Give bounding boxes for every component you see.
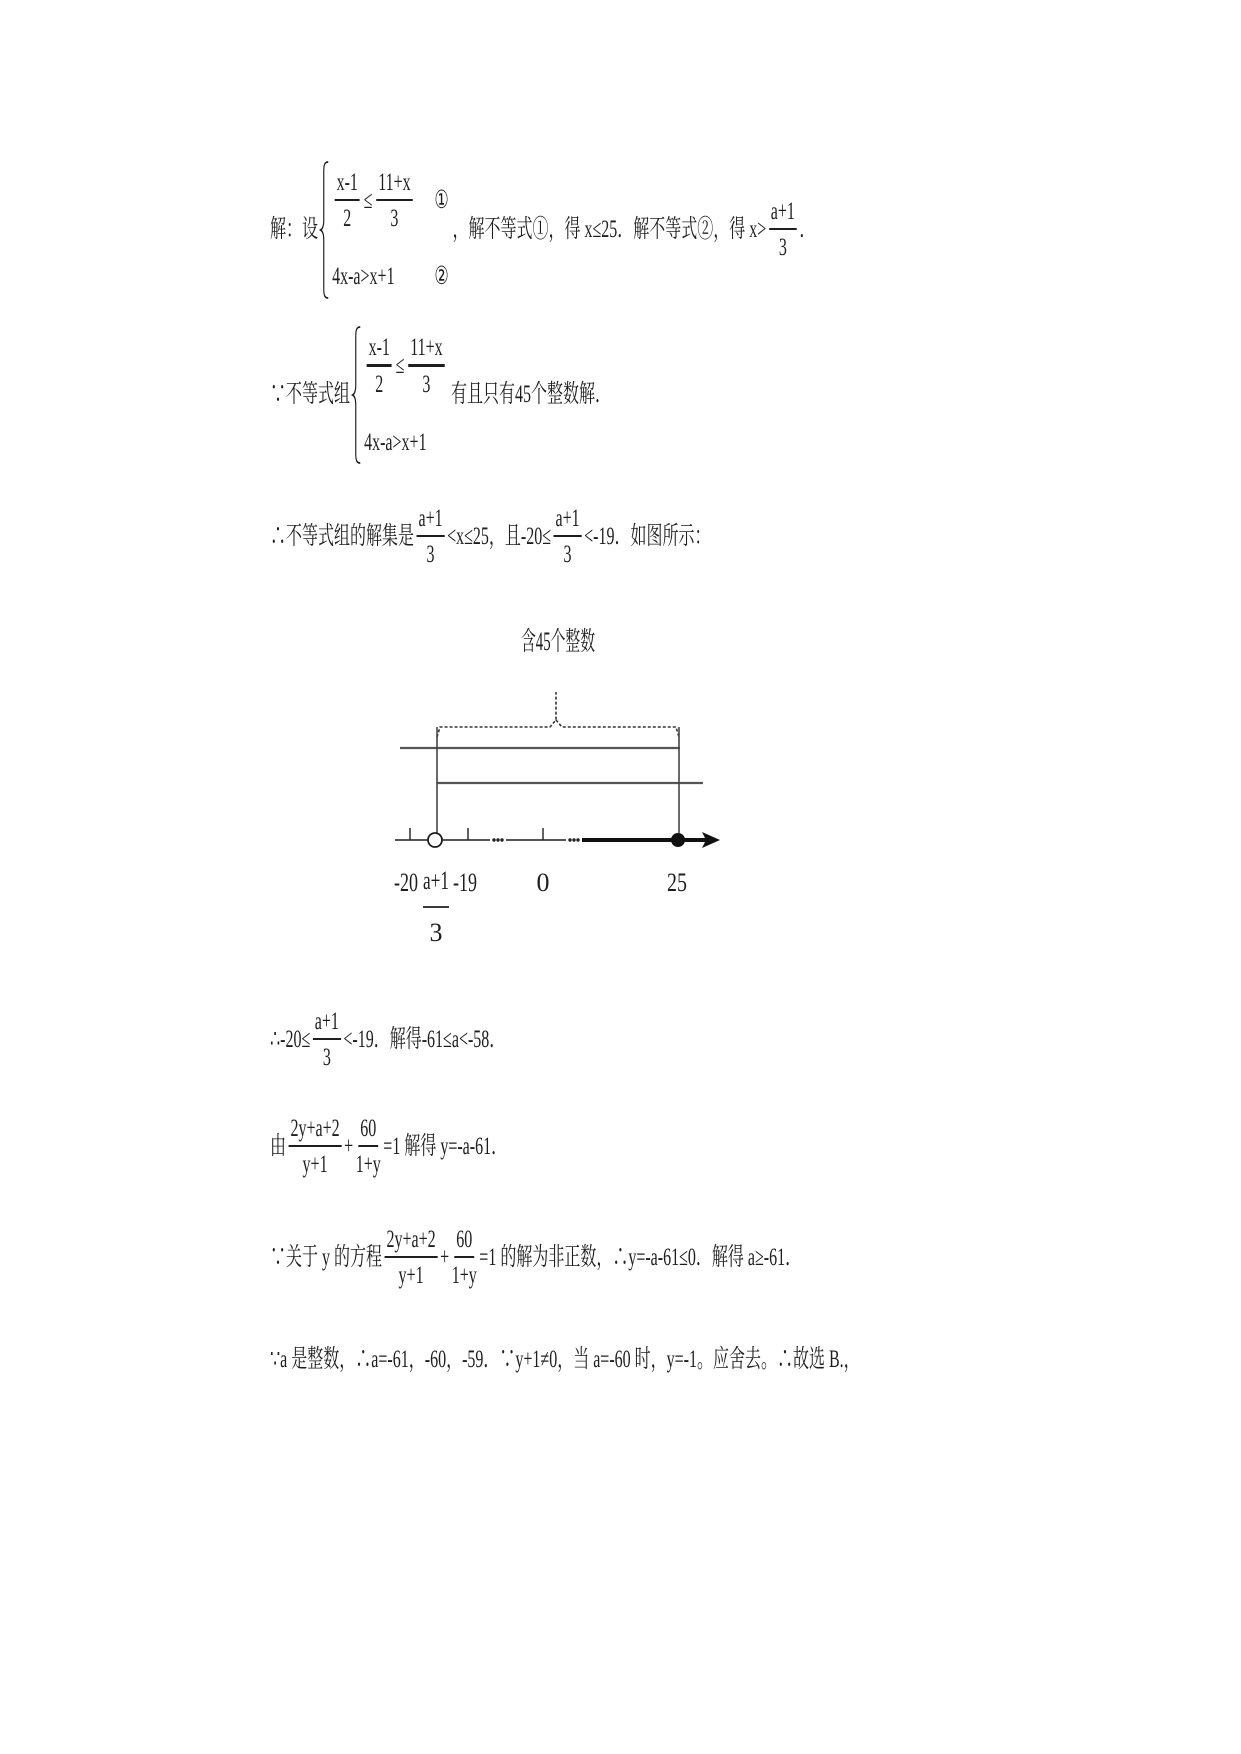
fraction-numerator: a+1	[769, 197, 797, 230]
fraction-denominator: 3	[778, 234, 787, 261]
fraction	[356, 1114, 381, 1180]
solution-line-7	[270, 1345, 860, 1375]
fraction-numerator: 11+x	[376, 168, 412, 201]
solution-line-2	[270, 325, 611, 465]
solution-line-3	[270, 504, 710, 570]
label-fraction-numerator: a+1	[423, 866, 449, 895]
ellipsis-dot	[572, 838, 575, 841]
line5-end: =1 解得 y=-a-61．	[383, 1133, 508, 1160]
fraction-numerator: x-1	[367, 333, 392, 367]
label-minus-19: -19	[453, 868, 477, 897]
ellipsis-dot	[492, 838, 495, 841]
fraction	[769, 197, 797, 263]
system-row-2: 4x-a>x+1	[364, 428, 427, 456]
line5-lead: 由	[270, 1133, 287, 1160]
fraction-denominator: 3	[390, 205, 399, 232]
inequality-system	[319, 160, 448, 300]
inequality-system	[351, 325, 447, 465]
ellipsis-dot	[496, 838, 499, 841]
label-fraction-denominator: 3	[429, 918, 443, 947]
fraction-numerator: a+1	[417, 504, 445, 537]
fraction-numerator: a+1	[313, 1007, 341, 1040]
fraction	[335, 168, 360, 234]
system-rows	[362, 325, 448, 465]
fraction-denominator: 3	[322, 1044, 331, 1071]
fraction-numerator: 2y+a+2	[385, 1225, 438, 1258]
label-minus-20: -20	[394, 868, 418, 897]
closed-endpoint	[671, 833, 685, 847]
system-rows	[330, 160, 449, 300]
fraction-denominator: 1+y	[451, 1262, 477, 1289]
inequality-tag-2: ②	[434, 263, 449, 290]
plus-sign: +	[440, 1244, 450, 1271]
system-row-1	[332, 168, 415, 234]
system-row-2: 4x-a>x+1	[332, 263, 395, 290]
solution-line-1	[270, 160, 815, 300]
solution-line-4	[270, 1007, 505, 1073]
line3-mid: <x≤25，且-20≤	[447, 523, 552, 550]
fraction-denominator: y+1	[302, 1151, 328, 1178]
relation-sign: ≤	[363, 187, 373, 214]
fraction	[417, 504, 445, 570]
fraction-numerator: 11+x	[408, 333, 444, 367]
line1-text: ，解不等式①，得 x≤25．解不等式②，得 x>	[452, 216, 767, 243]
line6-lead: ∵关于 y 的方程	[270, 1244, 383, 1271]
fraction-numerator: a+1	[554, 504, 582, 537]
line4-lead: ∴-20≤	[270, 1026, 311, 1053]
fraction-denominator: 3	[422, 370, 431, 398]
fraction-denominator: 3	[563, 541, 572, 568]
ellipsis-dot	[500, 838, 503, 841]
fraction-denominator: 1+y	[355, 1151, 381, 1178]
fraction	[289, 1114, 342, 1180]
line2-lead: ∵不等式组	[270, 381, 351, 408]
fraction-numerator: x-1	[335, 168, 360, 201]
relation-sign: ≤	[395, 352, 405, 379]
line3-lead: ∴不等式组的解集是	[270, 523, 415, 550]
inequality-tag-1: ①	[434, 187, 449, 214]
figure-caption: 含45个整数	[521, 627, 595, 656]
fraction	[452, 1225, 477, 1291]
fraction-denominator: y+1	[398, 1262, 424, 1289]
line7-text: ∵a 是整数，∴a=-61，-60，-59．∵y+1≠0，当 a=-60 时，y=-1。应舍去。∴故选 B.，	[270, 1346, 860, 1373]
ellipsis-dot	[576, 838, 579, 841]
fraction-denominator: 2	[375, 370, 384, 398]
left-brace	[351, 325, 361, 465]
fraction	[367, 333, 392, 400]
fraction-denominator: 3	[426, 541, 435, 568]
line1-lead: 解：设	[270, 216, 319, 243]
fraction-numerator: 60	[358, 1114, 378, 1147]
line6-end: =1 的解为非正数，∴y=-a-61≤0．解得 a≥-61．	[479, 1244, 802, 1271]
fraction-numerator: 2y+a+2	[289, 1114, 342, 1147]
fraction	[385, 1225, 438, 1291]
plus-sign: +	[344, 1133, 354, 1160]
ellipsis-dot	[568, 838, 571, 841]
fraction-numerator: 60	[454, 1225, 474, 1258]
solution-line-6	[270, 1225, 801, 1291]
label-zero: 0	[536, 868, 550, 897]
fraction	[408, 333, 444, 400]
solution-line-5	[270, 1114, 507, 1180]
dashed-bracket	[437, 692, 679, 737]
line4-end: <-19．解得-61≤a<-58．	[343, 1026, 506, 1053]
fraction	[376, 168, 412, 234]
label-25: 25	[667, 868, 687, 897]
line1-end: ．	[799, 216, 816, 243]
left-brace	[319, 160, 329, 300]
system-row-1	[364, 333, 447, 400]
number-line-figure	[380, 600, 740, 960]
line3-end: <-19．如图所示：	[584, 523, 711, 550]
fraction	[313, 1007, 341, 1073]
open-endpoint	[428, 833, 442, 847]
fraction-denominator: 2	[343, 205, 352, 232]
fraction	[554, 504, 582, 570]
line2-text: 有且只有45个整数解．	[450, 381, 611, 408]
